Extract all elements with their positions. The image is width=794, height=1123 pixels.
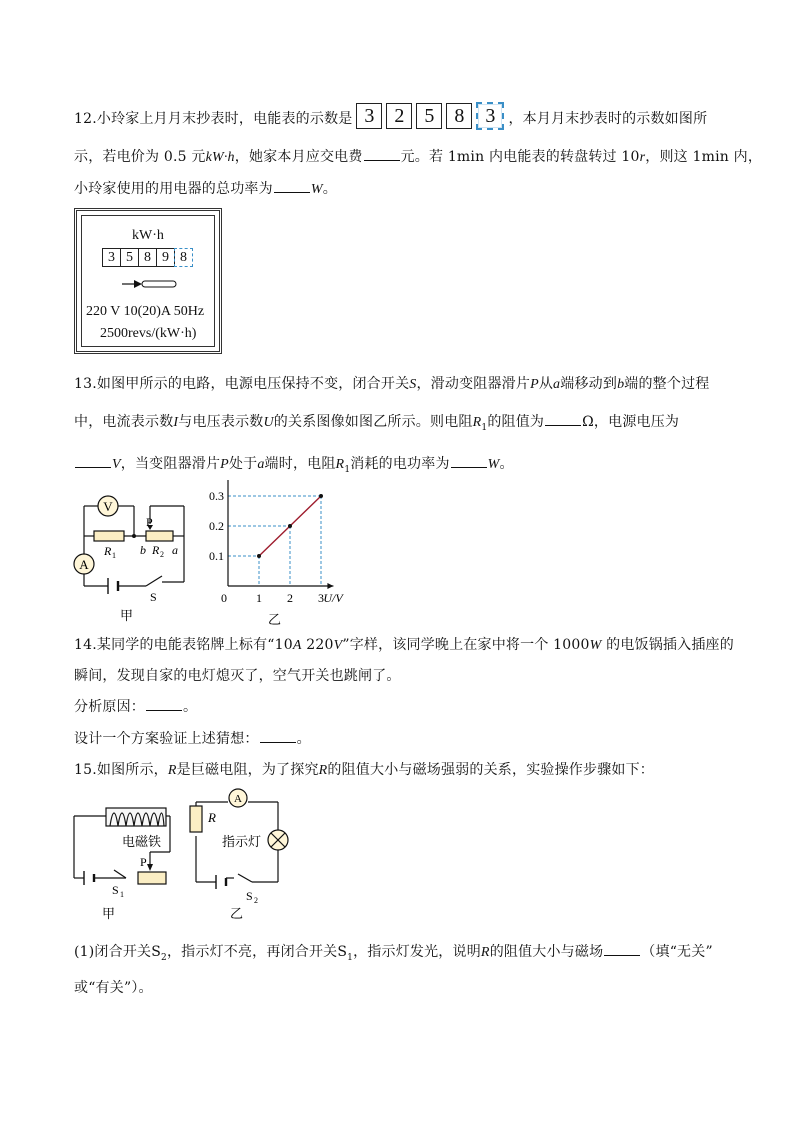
previous-meter-reading (354, 102, 506, 130)
q14-text: 。 (296, 731, 311, 747)
circuit-15-diagram (66, 786, 326, 924)
digit: 8 (446, 103, 472, 129)
q12-text: 小玲家使用的用电器的总功率为 (74, 181, 273, 197)
q13-text: 消耗的电功率为 (350, 456, 450, 472)
q15-sub1-line-1 (74, 941, 713, 963)
q13-text: 。 (499, 456, 514, 472)
ammeter-label: A (234, 793, 242, 805)
junction-dot (132, 534, 136, 538)
answer-blank (260, 730, 296, 743)
q14-line-1 (74, 634, 734, 654)
meter-digits (102, 248, 192, 267)
q14-text: 分析原因： (74, 699, 145, 715)
q13-text: 处于 (228, 456, 258, 472)
lamp-label: 指示灯 (222, 834, 262, 849)
r1-label: R (104, 544, 112, 558)
figure-caption-yi: 乙 (267, 612, 282, 627)
x-tick-label: 1 (256, 591, 262, 605)
answer-blank (75, 455, 111, 468)
unit: W (310, 182, 323, 197)
q13-text: Ω，电源电压为 (582, 414, 680, 430)
slider-arrow-icon (147, 864, 153, 871)
symbol: W (589, 638, 602, 653)
symbol: P (220, 457, 229, 472)
q12-line-3 (74, 178, 337, 198)
symbol: b (617, 377, 625, 392)
x-tick-label: 2 (287, 591, 293, 605)
y-tick-label: 0.2 (209, 519, 224, 533)
switch-s-label: S (150, 590, 157, 604)
q13-text: 从 (538, 376, 554, 392)
voltmeter-label: V (103, 499, 113, 514)
q13-text: 与电压表示数 (178, 414, 264, 430)
q14-line-3 (74, 696, 197, 716)
data-point (319, 494, 323, 498)
symbol: R (335, 457, 345, 472)
r2-subscript: 2 (160, 550, 164, 559)
circuit-jia-diagram (66, 488, 196, 624)
answer-blank (364, 148, 400, 161)
data-point (288, 524, 292, 528)
q13-line-1 (74, 373, 709, 393)
q15-text: ，指示灯发光，说明 (353, 944, 481, 960)
ammeter-label: A (79, 557, 89, 572)
resistor-r1-icon (94, 531, 124, 541)
x-axis-label: U/V (323, 591, 343, 605)
meter-revs: 2500revs/(kW·h) (100, 326, 197, 341)
symbol: U (263, 415, 274, 430)
q12-text: ，则这 1min 内， (645, 149, 763, 165)
q15-text: 或“有关”）。 (74, 980, 153, 996)
switch-s2-label: S (246, 889, 253, 903)
data-point (257, 554, 261, 558)
q13-text: ，滑动变阻器滑片 (416, 376, 531, 392)
decimal-digit: 3 (476, 102, 504, 130)
q13-text: 端移动到 (560, 376, 618, 392)
answer-blank (274, 180, 310, 193)
answer-blank (146, 698, 182, 711)
meter-unit: kW·h (132, 228, 164, 243)
q15-sub1-line-2 (74, 977, 153, 997)
switch-s1-label: S (112, 883, 119, 897)
digit: 9 (156, 248, 175, 267)
switch-s2-icon (238, 874, 252, 882)
q15-text: (1)闭合开关S (74, 944, 162, 960)
symbol: V (112, 457, 121, 472)
q15-text: 15.如图所示， (74, 762, 168, 778)
gmr-resistor-icon (190, 806, 202, 832)
symbol: S (409, 377, 417, 392)
q14-text: ”字样，该同学晚上在家中将一个 1000 (342, 637, 590, 653)
x-axis-arrow-icon (327, 583, 333, 589)
x-tick-label: 0 (221, 591, 227, 605)
symbol: a (257, 457, 265, 472)
subscript: 1 (344, 464, 351, 475)
q14-text: 14.某同学的电能表铭牌上标有“10 (74, 637, 293, 653)
q12-text: 12.小玲家上月月末抄表时，电能表的示数是 (74, 111, 353, 127)
answer-blank (451, 455, 487, 468)
q14-text: 220 (301, 637, 334, 653)
figure-caption-jia: 甲 (120, 608, 134, 623)
digit: 2 (386, 103, 412, 129)
digit: 3 (102, 248, 121, 267)
meter-spec: 220 V 10(20)A 50Hz (86, 304, 205, 319)
q12-text: ，她家本月应交电费 (234, 149, 363, 165)
subscript: 1 (347, 952, 354, 963)
end-b-label: b (140, 543, 146, 557)
symbol: R (472, 415, 482, 430)
symbol: A (292, 638, 302, 653)
chart-yi (200, 480, 360, 630)
symbol: R (480, 945, 490, 960)
end-a-label: a (172, 543, 178, 557)
q12-line-1 (74, 105, 708, 130)
digit: 5 (416, 103, 442, 129)
y-tick-label: 0.3 (209, 489, 224, 503)
slider-p-label: P (140, 855, 147, 869)
rheostat-icon (138, 872, 166, 884)
q12-text: 示，若电价为 0.5 元 (74, 149, 206, 165)
q12-text: 元。若 1min 内电能表的转盘转过 10 (400, 149, 640, 165)
unit: r (639, 150, 646, 165)
subscript: 1 (481, 422, 488, 433)
q14-text: 。 (183, 699, 198, 715)
q14-line-4 (74, 728, 311, 748)
digit: 3 (356, 103, 382, 129)
q15-text: （填“无关” (641, 944, 713, 960)
digit: 5 (120, 248, 139, 267)
answer-blank (545, 413, 581, 426)
q14-line-2 (74, 665, 401, 685)
s2-subscript: 2 (254, 896, 258, 905)
q13-line-3 (74, 453, 514, 475)
q13-text: 的关系图像如图乙所示。则电阻 (273, 414, 473, 430)
q15-text: 的阻值大小与磁场强弱的关系，实验操作步骤如下： (327, 762, 655, 778)
symbol: a (553, 377, 561, 392)
y-tick-label: 0.1 (209, 549, 224, 563)
decimal-digit: 8 (174, 248, 193, 267)
switch-s1-icon (114, 870, 126, 878)
slider-p-label: P (146, 515, 153, 529)
answer-blank (604, 943, 640, 956)
q13-text: 端的整个过程 (624, 376, 710, 392)
meter-disc-arrow-icon (120, 278, 180, 290)
figure-caption-jia: 甲 (102, 906, 116, 921)
q13-text: 的阻值为 (487, 414, 545, 430)
q14-text: 瞬间，发现自家的电灯熄灭了，空气开关也跳闸了。 (74, 668, 401, 684)
q13-text: ，当变阻器滑片 (120, 456, 221, 472)
q13-text: 13.如图甲所示的电路，电源电压保持不变，闭合开关 (74, 376, 410, 392)
q13-line-2 (74, 411, 679, 433)
q14-text: 的电饭锅插入插座的 (601, 637, 734, 653)
symbol: R (318, 763, 328, 778)
switch-s-icon (146, 576, 162, 586)
symbol: P (530, 377, 539, 392)
q15-line-1 (74, 759, 654, 779)
q14-text: 设计一个方案验证上述猜想： (74, 731, 259, 747)
rheostat-r2-icon (146, 531, 173, 541)
q12-text: ，本月月末抄表时的示数如图所 (508, 111, 708, 127)
r1-subscript: 1 (112, 551, 116, 560)
q13-text: 端时，电阻 (264, 456, 336, 472)
unit: kW·h (205, 150, 235, 165)
x-tick-label: 3 (318, 591, 324, 605)
q13-text: 中，电流表示数 (74, 414, 174, 430)
q12-line-2 (74, 146, 762, 166)
symbol: R (167, 763, 177, 778)
r2-label: R (152, 543, 160, 557)
q12-text: 。 (322, 181, 337, 197)
q15-text: 的阻值大小与磁场 (489, 944, 604, 960)
symbol: V (333, 638, 343, 653)
symbol: W (487, 457, 500, 472)
electromagnet-label: 电磁铁 (122, 834, 162, 849)
energy-meter-figure (74, 208, 222, 354)
figure-caption-yi: 乙 (230, 906, 244, 921)
q15-text: 是巨磁电阻，为了探究 (176, 762, 319, 778)
symbol: I (173, 415, 179, 430)
digit: 8 (138, 248, 157, 267)
subscript: 2 (161, 952, 167, 963)
gmr-label: R (208, 810, 216, 825)
q15-text: ，指示灯不亮，再闭合开关S (166, 944, 348, 960)
s1-subscript: 1 (120, 890, 124, 899)
